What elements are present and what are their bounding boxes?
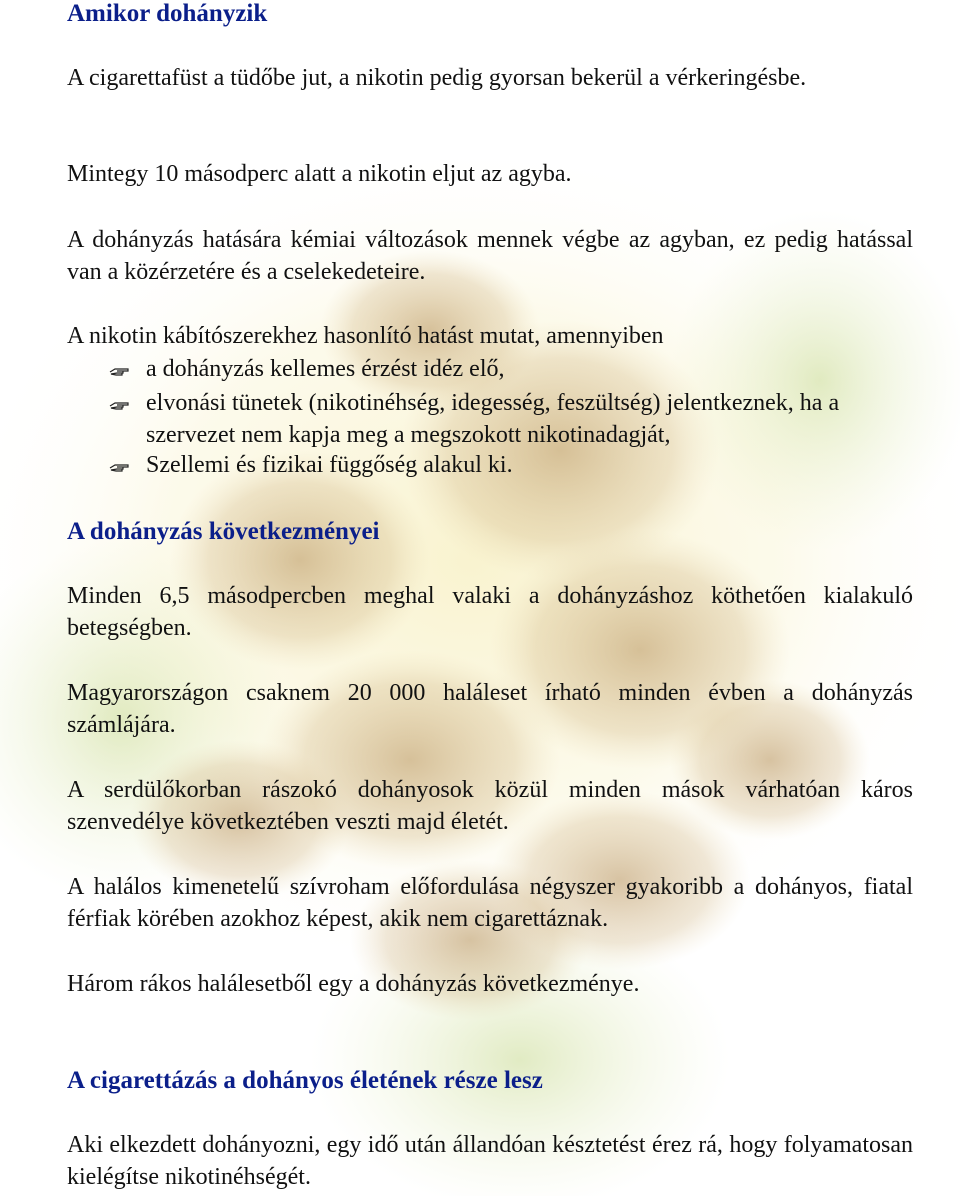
paragraph: Minden 6,5 másodpercben meghal valaki a dohányzáshoz köthetően kialakuló betegségben.: [67, 583, 913, 641]
paragraph: A dohányzás hatására kémiai változások mennek végbe az agyban, ez pedig hatással van a közérzetére és a cselekedeteire.: [67, 227, 913, 285]
section-heading: A cigarettázás a dohányos életének része lesz: [67, 1067, 543, 1094]
hand-pointing-icon: [108, 391, 132, 415]
paragraph: Aki elkezdett dohányozni, egy idő után állandóan késztetést érez rá, hogy folyamatosan kielégítse nikotinéhségét.: [67, 1132, 913, 1190]
hand-pointing-icon: [108, 357, 132, 381]
paragraph: A nikotin kábítószerekhez hasonlító hatást mutat, amennyiben: [67, 323, 664, 349]
paragraph: A halálos kimenetelű szívroham előfordulása négyszer gyakoribb a dohányos, fiatal férfiak körében azokhoz képest, akik nem cigarettáznak.: [67, 874, 913, 932]
list-item-text: Szellemi és fizikai függőség alakul ki.: [146, 452, 513, 478]
paragraph: Magyarországon csaknem 20 000 haláleset írható minden évben a dohányzás számlájára.: [67, 680, 913, 738]
hand-pointing-icon: [108, 453, 132, 477]
paragraph: A cigarettafüst a tüdőbe jut, a nikotin pedig gyorsan bekerül a vérkeringésbe.: [67, 65, 807, 91]
list-item-text: a dohányzás kellemes érzést idéz elő,: [146, 356, 505, 382]
paragraph: A serdülőkorban rászokó dohányosok közül minden mások várhatóan káros szenvedélye következtében veszti majd életét.: [67, 777, 913, 835]
paragraph: Mintegy 10 másodperc alatt a nikotin eljut az agyba.: [67, 161, 572, 187]
section-heading: A dohányzás következményei: [67, 518, 380, 545]
section-heading: Amikor dohányzik: [67, 0, 268, 27]
list-item-text: elvonási tünetek (nikotinéhség, idegesség, feszültség) jelentkeznek, ha a szervezet nem kapja meg a megszokott nikotinadagját,: [146, 390, 840, 448]
paragraph: Három rákos halálesetből egy a dohányzás következménye.: [67, 971, 640, 997]
